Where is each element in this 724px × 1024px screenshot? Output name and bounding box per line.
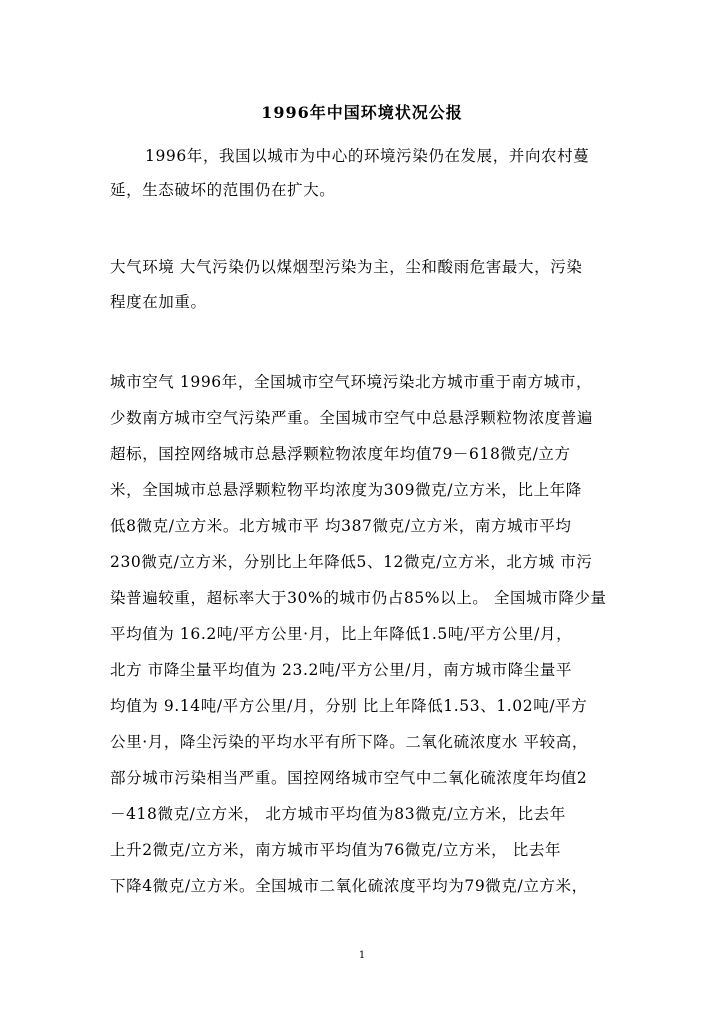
body-line-17: －418微克/立方米， 北方城市平均值为83微克/立方米，比去年 <box>110 805 566 823</box>
body-line-14: 均值为 9.14吨/平方公里/月，分别 比上年降低1.53、1.02吨/平方 <box>110 697 588 715</box>
body-line-18: 上升2微克/立方米，南方城市平均值为76微克/立方米， 比去年 <box>110 841 562 859</box>
body-line-5: 城市空气 1996年，全国城市空气环境污染北方城市重于南方城市， <box>110 373 593 391</box>
body-line-7: 超标，国控网络城市总悬浮颗粒物浓度年均值79－618微克/立方 <box>110 445 571 463</box>
body-line-13: 北方 市降尘量平均值为 23.2吨/平方公里/月，南方城市降尘量平 <box>110 661 573 679</box>
body-line-1: 1996年，我国以城市为中心的环境污染仍在发展，并向农村蔓 <box>145 147 590 165</box>
body-line-11: 染普遍较重，超标率大于30%的城市仍占85%以上。 全国城市降少量 <box>110 589 607 607</box>
body-line-15: 公里·月，降尘污染的平均水平有所下降。二氧化硫浓度水 平较高， <box>110 733 588 751</box>
body-line-16: 部分城市污染相当严重。国控网络城市空气中二氧化硫浓度年均值2 <box>110 769 588 787</box>
body-line-6: 少数南方城市空气污染严重。全国城市空气中总悬浮颗粒物浓度普遍 <box>110 409 594 427</box>
body-line-12: 平均值为 16.2吨/平方公里·月，比上年降低1.5吨/平方公里/月， <box>110 625 573 643</box>
body-line-9: 低8微克/立方米。北方城市平 均387微克/立方米，南方城市平均 <box>110 517 572 535</box>
document-title: 1996年中国环境状况公报 <box>261 103 463 122</box>
page-number: 1 <box>358 950 366 961</box>
body-line-4: 程度在加重。 <box>110 293 207 311</box>
body-line-8: 米，全国城市总悬浮颗粒物平均浓度为309微克/立方米，比上年降 <box>110 481 582 499</box>
body-line-2: 延，生态破坏的范围仍在扩大。 <box>110 181 336 199</box>
body-line-10: 230微克/立方米，分别比上年降低5、12微克/立方米，北方城 市污 <box>110 553 593 571</box>
body-line-19: 下降4微克/立方米。全国城市二氧化硫浓度平均为79微克/立方米， <box>110 877 588 895</box>
body-line-3: 大气环境 大气污染仍以煤烟型污染为主，尘和酸雨危害最大，污染 <box>110 258 583 276</box>
